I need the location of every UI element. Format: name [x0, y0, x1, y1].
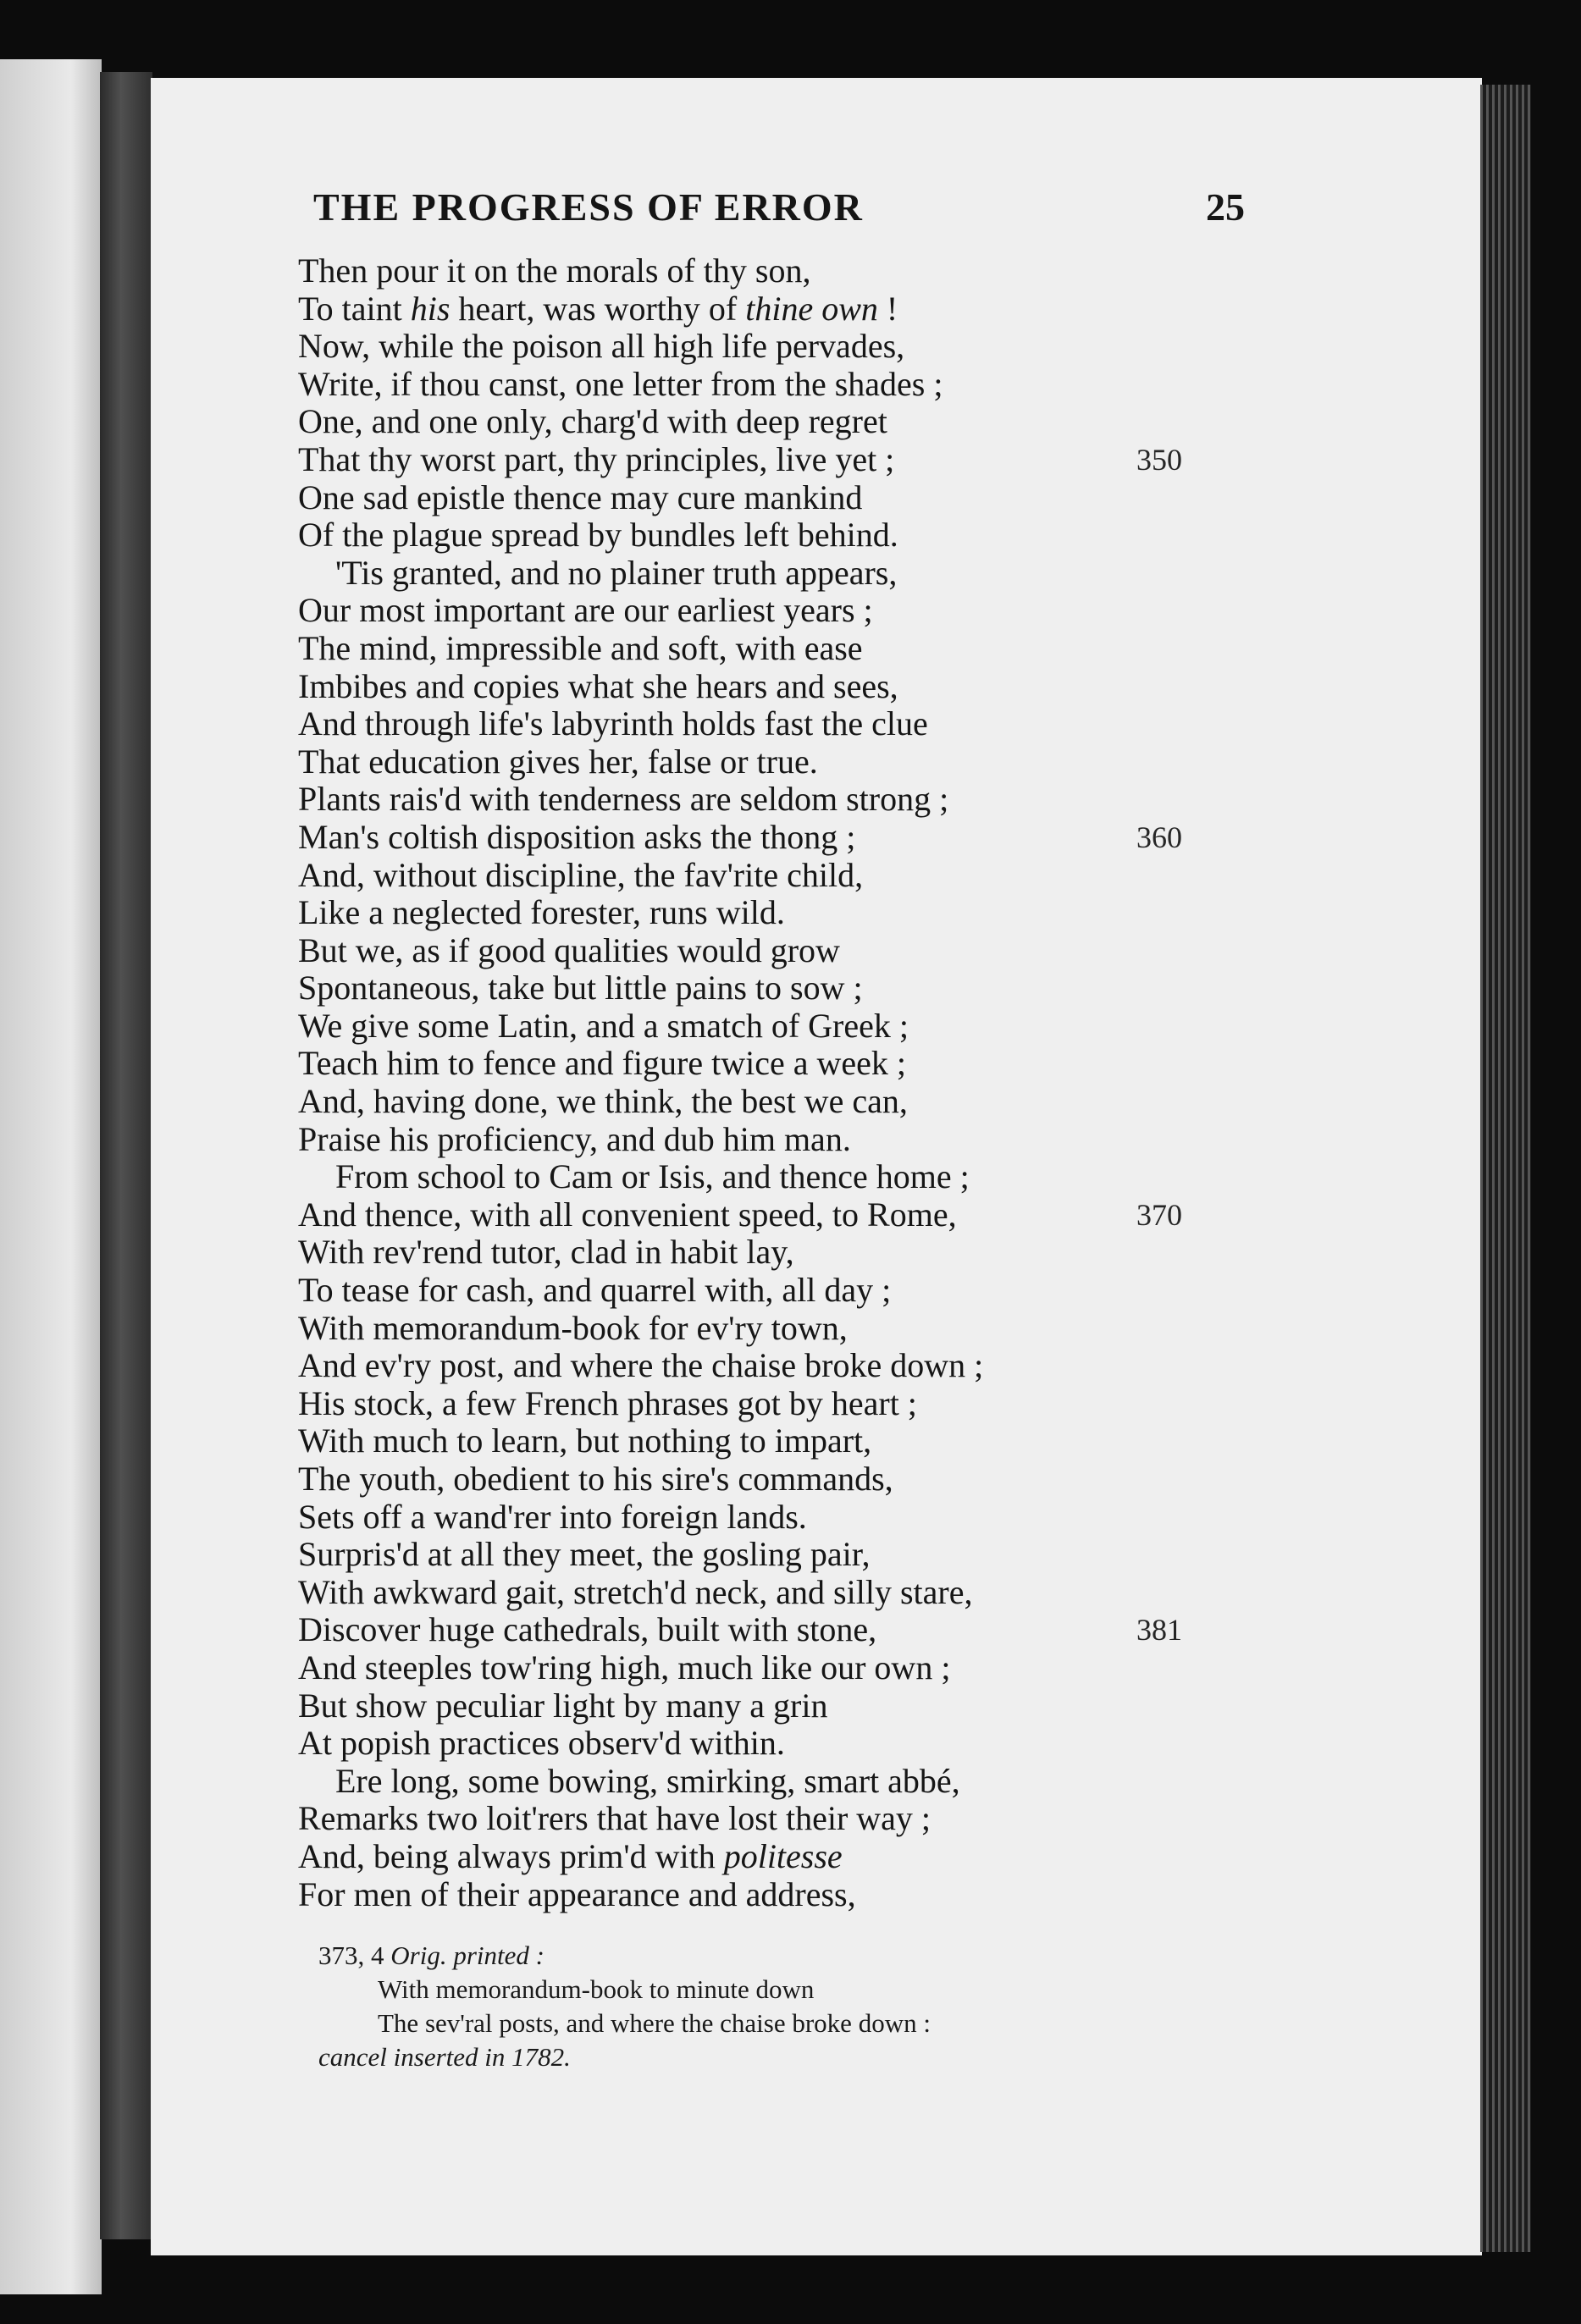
- text-run: To taint: [298, 289, 411, 328]
- poem-line-text: Like a neglected forester, runs wild.: [298, 893, 785, 932]
- poem-line: [298, 252, 1230, 290]
- poem-line-text: To tease for cash, and quarrel with, all day ;: [298, 1271, 892, 1310]
- poem-line-text: That thy worst part, thy principles, live yet ;: [298, 439, 895, 478]
- footnote: [318, 1939, 1182, 2074]
- poem-line-text: With memorandum-book for ev'ry town,: [298, 1308, 848, 1347]
- poem-text: [298, 252, 1230, 1913]
- poem-line-text: Spontaneous, take but little pains to sow ;: [298, 969, 863, 1007]
- poem-line-text: That education gives her, false or true.: [298, 742, 818, 781]
- poem-line: [298, 592, 1230, 630]
- italic-text: his: [410, 289, 451, 328]
- poem-line-text: [298, 290, 898, 328]
- poem-line: [298, 743, 1230, 781]
- text-run: heart, was worthy of: [450, 289, 746, 328]
- poem-line: [298, 1385, 1230, 1423]
- footnote-cancel-note: cancel inserted in 1782.: [318, 2042, 571, 2072]
- poem-line: [298, 479, 1230, 517]
- poem-line-text: Ere long, some bowing, smirking, smart abbé,: [335, 1761, 960, 1800]
- book-gutter: [100, 72, 152, 2239]
- footnote-variant-line: With memorandum-book to minute down: [378, 1974, 815, 2004]
- poem-line: [298, 857, 1230, 895]
- poem-line-text: And ev'ry post, and where the chaise broke down ;: [298, 1346, 984, 1385]
- running-head: [313, 185, 1245, 229]
- poem-line: [298, 1763, 1230, 1801]
- poem-line-text: Praise his proficiency, and dub him man.: [298, 1119, 851, 1158]
- poem-line: [298, 1347, 1230, 1385]
- poem-line-text: With awkward gait, stretch'd neck, and silly stare,: [298, 1572, 973, 1611]
- line-number: 370: [1136, 1197, 1182, 1232]
- poem-line-text: Then pour it on the morals of thy son,: [298, 251, 811, 290]
- poem-line-text: With much to learn, but nothing to impart,: [298, 1421, 872, 1460]
- poem-line: [298, 819, 1230, 857]
- italic-text: thine own: [745, 289, 878, 328]
- poem-line-text: One sad epistle thence may cure mankind: [298, 477, 863, 516]
- poem-line: [298, 1121, 1230, 1159]
- poem-line-text: Plants rais'd with tenderness are seldom strong ;: [298, 780, 949, 819]
- poem-line-text: The mind, impressible and soft, with ease: [298, 628, 863, 667]
- poem-line-text: And, without discipline, the fav'rite child,: [298, 855, 864, 894]
- poem-line: [298, 894, 1230, 932]
- poem-line-text: Man's coltish disposition asks the thong ;: [298, 817, 856, 856]
- poem-line-text: Sets off a wand'rer into foreign lands.: [298, 1497, 807, 1536]
- poem-line: [298, 705, 1230, 743]
- poem-line-text: Of the plague spread by bundles left behind.: [298, 516, 898, 555]
- poem-line-text: Teach him to fence and figure twice a week ;: [298, 1044, 906, 1083]
- footnote-line-ref: 373, 4: [318, 1940, 384, 1970]
- poem-line: [298, 1687, 1230, 1725]
- poem-line: [298, 1876, 1230, 1914]
- text-run: !: [877, 289, 898, 328]
- poem-line: [298, 1234, 1230, 1272]
- page-title: THE PROGRESS OF ERROR: [313, 185, 864, 229]
- poem-line: [298, 1007, 1230, 1046]
- poem-line: [298, 932, 1230, 970]
- poem-line: [298, 441, 1230, 479]
- poem-line: [298, 1158, 1230, 1196]
- poem-line: [298, 1574, 1230, 1612]
- footnote-label: Orig. printed :: [390, 1940, 545, 1970]
- poem-line: [298, 290, 1230, 328]
- poem-line: [298, 1460, 1230, 1499]
- footnote-reference: [318, 1939, 1182, 1973]
- footnote-variant-line: The sev'ral posts, and where the chaise broke down :: [378, 2008, 931, 2038]
- poem-line-text: 'Tis granted, and no plainer truth appears,: [335, 553, 898, 592]
- poem-line-text: Imbibes and copies what she hears and sees,: [298, 666, 898, 705]
- page-number: 25: [1206, 185, 1245, 229]
- poem-line-text: With rev'rend tutor, clad in habit lay,: [298, 1233, 794, 1272]
- poem-line-text: Remarks two loit'rers that have lost their way ;: [298, 1799, 931, 1838]
- poem-line: [298, 1611, 1230, 1649]
- poem-line-text: Surpris'd at all they meet, the gosling pair,: [298, 1535, 871, 1574]
- poem-line-text: From school to Cam or Isis, and thence home ;: [335, 1157, 970, 1196]
- poem-line: [298, 328, 1230, 366]
- poem-line-text: But show peculiar light by many a grin: [298, 1686, 828, 1725]
- page-stack-edge: [1480, 85, 1531, 2252]
- text-run: And, being always prim'd with: [298, 1836, 724, 1875]
- poem-line: [298, 1499, 1230, 1537]
- poem-line-text: For men of their appearance and address,: [298, 1874, 856, 1913]
- italic-text: politesse: [723, 1836, 843, 1875]
- facing-page-edge: [0, 59, 102, 2294]
- poem-line: [298, 1800, 1230, 1838]
- poem-line-text: One, and one only, charg'd with deep regret: [298, 402, 887, 441]
- line-number: 381: [1136, 1613, 1182, 1648]
- poem-line: [298, 1838, 1230, 1876]
- poem-line: [298, 1045, 1230, 1083]
- poem-line: [298, 1536, 1230, 1574]
- poem-line-text: And, having done, we think, the best we can,: [298, 1082, 908, 1121]
- line-number: 360: [1136, 820, 1182, 854]
- poem-line: [298, 1310, 1230, 1348]
- poem-line: [298, 969, 1230, 1007]
- poem-line: [298, 1725, 1230, 1763]
- line-number: 350: [1136, 442, 1182, 477]
- poem-line: [298, 630, 1230, 668]
- poem-line-text: [298, 1837, 843, 1875]
- poem-line: [298, 781, 1230, 819]
- poem-line: [298, 1649, 1230, 1687]
- poem-line-text: And through life's labyrinth holds fast the clue: [298, 704, 928, 743]
- poem-line: [298, 1422, 1230, 1460]
- poem-line: [298, 555, 1230, 593]
- poem-line-text: And thence, with all convenient speed, to Rome,: [298, 1195, 957, 1234]
- poem-line-text: And steeples tow'ring high, much like our own ;: [298, 1648, 951, 1686]
- poem-line: [298, 1272, 1230, 1310]
- poem-line: [298, 403, 1230, 441]
- poem-line: [298, 1083, 1230, 1121]
- poem-line: [298, 516, 1230, 555]
- poem-line-text: Now, while the poison all high life pervades,: [298, 327, 905, 366]
- poem-line-text: Our most important are our earliest years ;: [298, 591, 873, 630]
- poem-line: [298, 1196, 1230, 1234]
- poem-line-text: Write, if thou canst, one letter from the shades ;: [298, 364, 943, 403]
- poem-line-text: His stock, a few French phrases got by heart ;: [298, 1383, 917, 1422]
- poem-line-text: We give some Latin, and a smatch of Greek ;: [298, 1006, 909, 1045]
- poem-line-text: Discover huge cathedrals, built with stone,: [298, 1610, 877, 1649]
- poem-line: [298, 366, 1230, 404]
- poem-line-text: But we, as if good qualities would grow: [298, 930, 840, 969]
- poem-line-text: The youth, obedient to his sire's commands,: [298, 1460, 893, 1498]
- poem-line-text: At popish practices observ'd within.: [298, 1724, 785, 1763]
- poem-line: [298, 668, 1230, 706]
